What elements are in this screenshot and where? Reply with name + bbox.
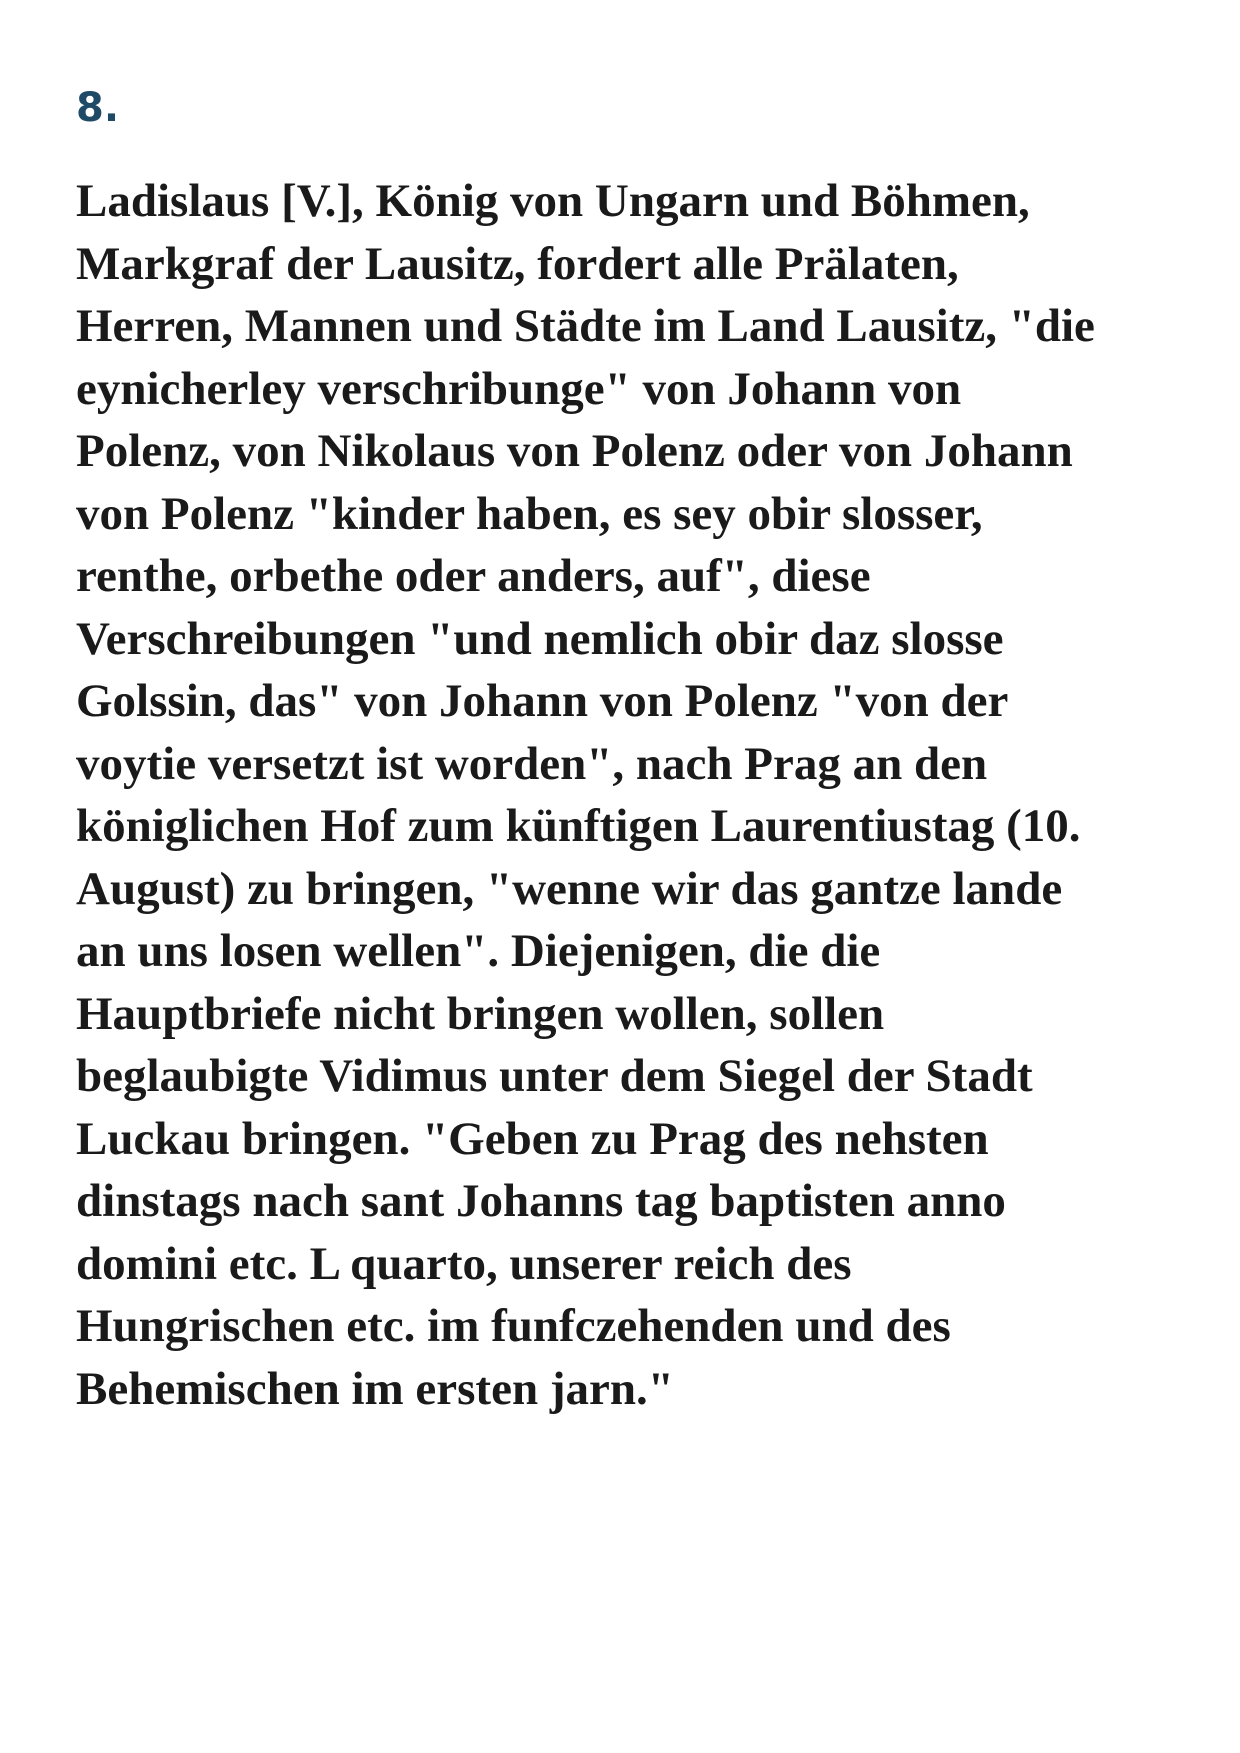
regest-line: Luckau bringen. "Geben zu Prag des nehsten	[76, 1112, 989, 1165]
regest-line: königlichen Hof zum künftigen Laurentiustag (10.	[76, 800, 1081, 852]
regest-line: Behemischen im ersten jarn."	[76, 1362, 674, 1415]
regest-line: Hauptbriefe nicht bringen wollen, sollen	[76, 987, 885, 1040]
regest-text	[76, 170, 1180, 1420]
regest-line: an uns losen wellen". Diejenigen, die die	[76, 925, 881, 977]
regest-line: Verschreibungen "und nemlich obir daz slosse	[76, 612, 1004, 665]
regest-line: Golssin, das" von Johann von Polenz "von der	[76, 675, 1009, 727]
regest-line: Ladislaus [V.], König von Ungarn und Böhmen,	[76, 175, 1030, 227]
regest-line: Hungrischen etc. im funfczehenden und des	[76, 1300, 951, 1352]
regest-line: domini etc. L quarto, unserer reich des	[76, 1237, 852, 1290]
regest-line: voytie versetzt ist worden", nach Prag an den	[76, 737, 988, 790]
regest-line: eynicherley verschribunge" von Johann von	[76, 362, 962, 415]
regest-line: von Polenz "kinder haben, es sey obir slosser,	[76, 487, 983, 540]
regest-line: beglaubigte Vidimus unter dem Siegel der Stadt	[76, 1050, 1033, 1102]
regest-line: dinstags nach sant Johanns tag baptisten anno	[76, 1175, 1006, 1227]
regest-line: Polenz, von Nikolaus von Polenz oder von Johann	[76, 425, 1073, 477]
entry-number: 8.	[76, 85, 120, 131]
regest-line: Markgraf der Lausitz, fordert alle Prälaten,	[76, 237, 959, 290]
regest-line: August) zu bringen, "wenne wir das gantze lande	[76, 862, 1063, 915]
regest-line: Herren, Mannen und Städte im Land Lausitz, "die	[76, 300, 1095, 352]
regest-line: renthe, orbethe oder anders, auf", diese	[76, 550, 871, 602]
